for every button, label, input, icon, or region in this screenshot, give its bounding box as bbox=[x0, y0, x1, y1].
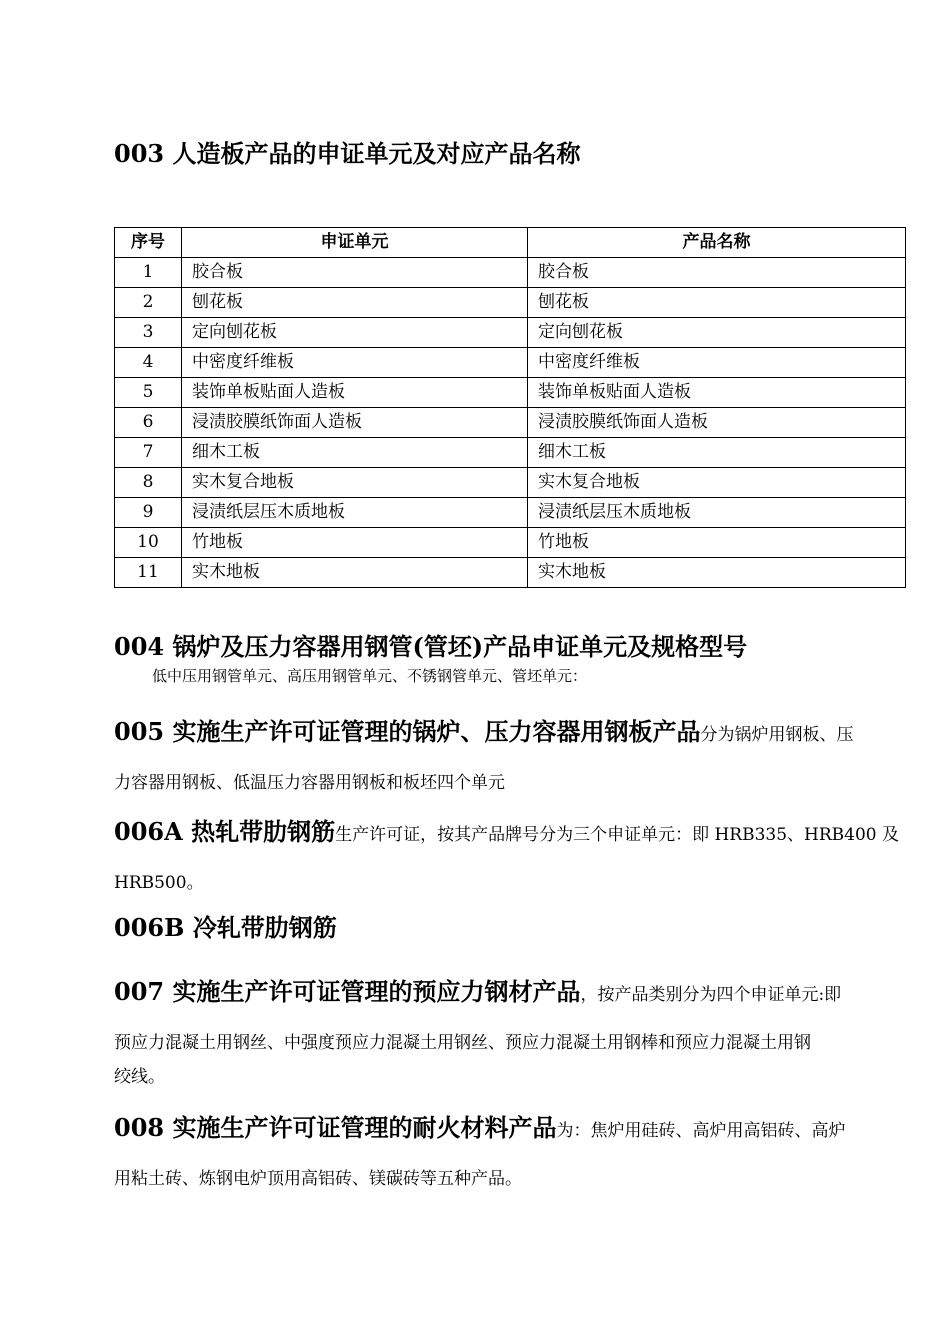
section-007-text-3: 绞线。 bbox=[114, 1067, 165, 1087]
section-003-title: 003 人造板产品的申证单元及对应产品名称 bbox=[114, 139, 581, 168]
section-008-text-2: 用粘土砖、炼钢电炉顶用高铝砖、镁碳砖等五种产品。 bbox=[114, 1169, 522, 1189]
cell-unit: 定向刨花板 bbox=[182, 318, 528, 348]
cell-name: 刨花板 bbox=[528, 288, 906, 318]
cell-unit: 浸渍胶膜纸饰面人造板 bbox=[182, 408, 528, 438]
section-005-title: 005 实施生产许可证管理的锅炉、压力容器用钢板产品 bbox=[114, 717, 701, 746]
table-row bbox=[115, 288, 906, 318]
section-007 bbox=[114, 975, 909, 1094]
section-005-text-1: 分为锅炉用钢板、压 bbox=[700, 725, 854, 745]
cell-no: 10 bbox=[115, 528, 182, 558]
cell-name: 实木地板 bbox=[528, 558, 906, 588]
cell-name: 实木复合地板 bbox=[528, 468, 906, 498]
cell-unit: 竹地板 bbox=[182, 528, 528, 558]
section-006b bbox=[114, 911, 909, 945]
section-004 bbox=[114, 632, 909, 690]
section-006b-title: 006B 冷轧带肋钢筋 bbox=[114, 913, 337, 942]
cell-name: 细木工板 bbox=[528, 438, 906, 468]
table-row bbox=[115, 498, 906, 528]
cell-no: 7 bbox=[115, 438, 182, 468]
table-row bbox=[115, 468, 906, 498]
cell-unit: 浸渍纸层压木质地板 bbox=[182, 498, 528, 528]
cell-unit: 刨花板 bbox=[182, 288, 528, 318]
section-008 bbox=[114, 1111, 909, 1196]
col-header-name: 产品名称 bbox=[528, 228, 906, 258]
cell-name: 竹地板 bbox=[528, 528, 906, 558]
table-row bbox=[115, 318, 906, 348]
cell-unit: 实木复合地板 bbox=[182, 468, 528, 498]
cell-name: 浸渍纸层压木质地板 bbox=[528, 498, 906, 528]
cell-no: 3 bbox=[115, 318, 182, 348]
section-006a-text-1: 生产许可证，按其产品牌号分为三个申证单元：即 HRB335、HRB400 及 bbox=[335, 825, 900, 845]
section-006a-text-2: HRB500。 bbox=[114, 873, 204, 893]
cell-no: 11 bbox=[115, 558, 182, 588]
section-008-title: 008 实施生产许可证管理的耐火材料产品 bbox=[114, 1113, 557, 1142]
cell-name: 中密度纤维板 bbox=[528, 348, 906, 378]
table-row bbox=[115, 438, 906, 468]
section-006a-title: 006A 热轧带肋钢筋 bbox=[114, 817, 336, 846]
table-body bbox=[115, 258, 906, 588]
cell-no: 8 bbox=[115, 468, 182, 498]
section-004-text: 低中压用钢管单元、高压用钢管单元、不锈钢管单元、管坯单元： bbox=[152, 667, 588, 685]
table-row bbox=[115, 408, 906, 438]
cell-name: 定向刨花板 bbox=[528, 318, 906, 348]
col-header-unit: 申证单元 bbox=[182, 228, 528, 258]
cell-unit: 装饰单板贴面人造板 bbox=[182, 378, 528, 408]
cell-no: 9 bbox=[115, 498, 182, 528]
section-005 bbox=[114, 715, 909, 800]
table-row bbox=[115, 348, 906, 378]
section-007-title: 007 实施生产许可证管理的预应力钢材产品 bbox=[114, 977, 581, 1006]
cell-unit: 实木地板 bbox=[182, 558, 528, 588]
cell-no: 6 bbox=[115, 408, 182, 438]
cell-no: 5 bbox=[115, 378, 182, 408]
cell-name: 胶合板 bbox=[528, 258, 906, 288]
cell-no: 4 bbox=[115, 348, 182, 378]
section-006a bbox=[114, 815, 909, 900]
cell-unit: 细木工板 bbox=[182, 438, 528, 468]
cell-name: 装饰单板贴面人造板 bbox=[528, 378, 906, 408]
section-008-text-1: 为：焦炉用硅砖、高炉用高铝砖、高炉 bbox=[556, 1121, 846, 1141]
table-row bbox=[115, 258, 906, 288]
table-row bbox=[115, 528, 906, 558]
section-007-text-1: ，按产品类别分为四个申证单元:即 bbox=[580, 985, 842, 1005]
cell-no: 2 bbox=[115, 288, 182, 318]
table-row bbox=[115, 378, 906, 408]
section-007-text-2: 预应力混凝土用钢丝、中强度预应力混凝土用钢丝、预应力混凝土用钢棒和预应力混凝土用钢 bbox=[114, 1033, 811, 1053]
cell-unit: 中密度纤维板 bbox=[182, 348, 528, 378]
section-004-title: 004 锅炉及压力容器用钢管(管坯)产品申证单元及规格型号 bbox=[114, 632, 748, 661]
table-row bbox=[115, 558, 906, 588]
section-005-text-2: 力容器用钢板、低温压力容器用钢板和板坯四个单元 bbox=[114, 773, 505, 793]
table-header-row bbox=[115, 228, 906, 258]
cell-no: 1 bbox=[115, 258, 182, 288]
cell-unit: 胶合板 bbox=[182, 258, 528, 288]
product-table bbox=[114, 227, 906, 588]
cell-name: 浸渍胶膜纸饰面人造板 bbox=[528, 408, 906, 438]
col-header-no: 序号 bbox=[115, 228, 182, 258]
